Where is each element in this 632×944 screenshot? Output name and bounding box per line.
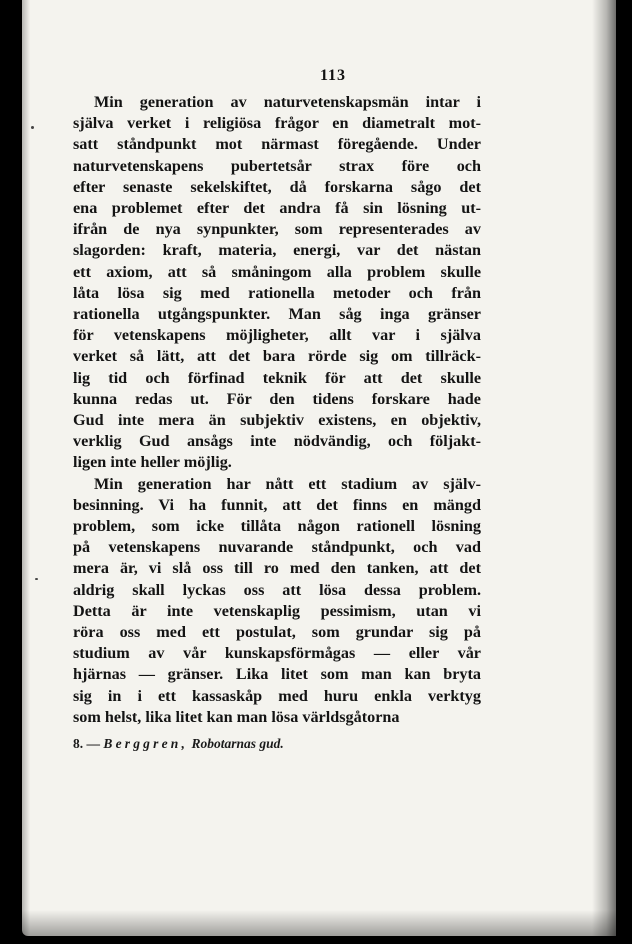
- text-line: studium av vår kunskapsförmågas — eller vår: [73, 644, 481, 663]
- text-line: naturvetenskapens pubertetsår strax före och: [73, 156, 481, 175]
- text-line: slagorden: kraft, materia, energi, var det nästan: [73, 241, 481, 260]
- text-line: ifrån de nya synpunkter, som representerades av: [73, 220, 481, 239]
- text-line: ett axiom, att så småningom alla problem skulle: [73, 262, 481, 281]
- footer-title: Robotarnas gud.: [191, 736, 284, 751]
- text-line: Min generation har nått ett stadium av själv-: [94, 474, 481, 493]
- text-line: själva verket i religiösa frågor en diametralt mot-: [73, 114, 481, 133]
- text-line: verklig Gud ansågs inte nödvändig, och följakt-: [73, 432, 481, 451]
- text-line: Detta är inte vetenskaplig pessimism, utan vi: [73, 601, 481, 620]
- text-line: låta lösa sig med rationella metoder och från: [73, 283, 481, 302]
- text-line: för vetenskapens möjligheter, allt var i själva: [73, 326, 481, 345]
- body-text: [73, 92, 481, 728]
- text-line: på vetenskapens nuvarande ståndpunkt, och vad: [73, 538, 481, 557]
- text-line: röra oss med ett postulat, som grundar sig på: [73, 623, 481, 642]
- text-line: rationella utgångspunkter. Man såg inga gränser: [73, 305, 481, 324]
- page-right-shadow: [592, 0, 616, 936]
- text-line: problem, som icke tillåta någon rationell lösning: [73, 517, 481, 536]
- text-line: sig in i ett kassaskåp med huru enkla verktyg: [73, 686, 481, 705]
- text-line: efter senaste sekelskiftet, då forskarna sågo det: [73, 177, 481, 196]
- text-line: aldrig skall lyckas oss att lösa dessa problem.: [73, 580, 481, 599]
- text-line: kunna redas ut. För den tidens forskare hade: [73, 389, 481, 408]
- footer-author: Berggren,: [103, 736, 189, 751]
- text-line: lig tid och förfinad teknik för att det skulle: [73, 368, 481, 387]
- text-line: hjärnas — gränser. Lika litet som man kan bryta: [73, 665, 481, 684]
- text-line: ena problemet efter det andra få sin lösning ut-: [73, 199, 481, 218]
- text-line: besinning. Vi ha funnit, att det finns en mängd: [73, 495, 481, 514]
- margin-speck: [35, 578, 38, 580]
- text-line: verket så lätt, att det bara rörde sig om tillräck-: [73, 347, 481, 366]
- text-line: ligen inte heller möjlig.: [73, 453, 232, 472]
- text-line: som helst, lika litet kan man lösa världsgåtorna: [73, 707, 400, 726]
- page-number: 113: [319, 67, 347, 84]
- footer-signature: 8. —: [73, 736, 100, 751]
- page-bottom-shadow: [22, 910, 616, 936]
- text-line: mera är, vi slå oss till ro med den tanken, att det: [73, 559, 481, 578]
- margin-speck: [31, 126, 34, 129]
- text-line: Min generation av naturvetenskapsmän intar i: [94, 93, 481, 111]
- page-left-shadow: [22, 0, 30, 936]
- text-line: satt ståndpunkt mot närmast föregående. Under: [73, 135, 481, 154]
- page-footer: [73, 736, 284, 752]
- book-page: [22, 0, 616, 936]
- text-line: Gud inte mera än subjektiv existens, en objektiv,: [73, 411, 481, 430]
